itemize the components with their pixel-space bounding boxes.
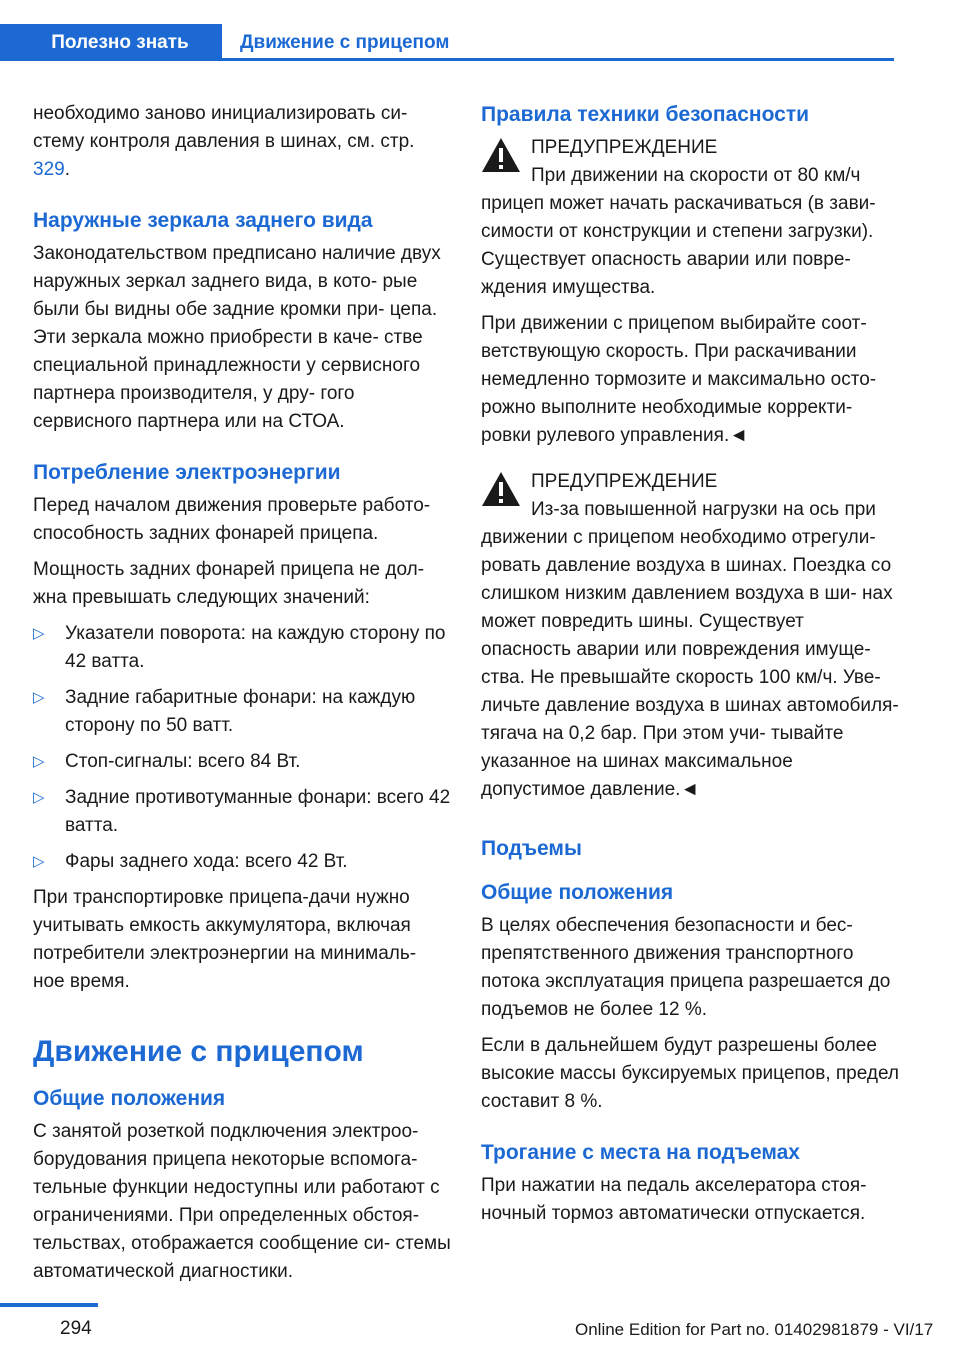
power-paragraph-1: Перед началом движения проверьте работо- способность задних фонарей прицепа. [33,495,431,544]
triangle-right-icon: ▷ [33,689,45,706]
section-tab-active[interactable]: Полезно знать [0,24,222,61]
general-heading: Общие положения [33,1087,226,1110]
section-tab-current[interactable]: Движение с прицепом [240,31,450,53]
power-paragraph-3: При транспортировке прицепа-дачи нужно учитывать емкость аккумулятора, включая потребители электроэнергии на минималь- ное время. [33,887,417,992]
start-paragraph: При нажатии на педаль акселератора стоя- ночный тормоз автоматически отпускается. [481,1175,867,1224]
warning-triangle-icon [481,471,521,507]
right-column [481,100,899,1236]
warning-block-1 [481,134,899,450]
list-item: ▷ Задние габаритные фонари: на каждую сторону по 50 ватт. [33,684,451,740]
triangle-right-icon: ▷ [33,625,45,642]
warning-block-2 [481,468,899,804]
left-column [33,100,451,1294]
lifts-paragraph-2: Если в дальнейшем будут разрешены более высокие массы буксируемых прицепов, предел составит 8 %. [481,1035,899,1112]
lifts-general-heading: Общие положения [481,881,674,904]
triangle-right-icon: ▷ [33,753,45,770]
warning-label-2: ПРЕДУПРЕЖДЕНИЕ [531,471,718,492]
header-bar [0,24,894,61]
warning-first-line-2: Из-за повышенной нагрузки на ось при [531,499,876,520]
mirrors-heading: Наружные зеркала заднего вида [33,209,373,232]
safety-heading: Правила техники безопасности [481,103,810,126]
start-heading: Трогание с места на подъемах [481,1141,800,1164]
list-item: ▷ Фары заднего хода: всего 42 Вт. [33,848,451,876]
warning-text-2: движении с прицепом необходимо отрегули- ровать давление воздуха в шинах. Поездка со слишком низким давлением воздуха в ши- нах может повредить шины. Существует опасность аварии или повреждения имуще- ства. Не превышайте скорость 100 км/ч. Уве- личьте давление воздуха в шинах автомобиля-тягача на 0,2 бар. При этом учи- тывайте указанное на шинах максимальное допустимое давление.◄ [481,527,899,800]
warning-label-1: ПРЕДУПРЕЖДЕНИЕ [531,137,718,158]
lifts-paragraph-1: В целях обеспечения безопасности и бес- препятственного движения транспортного потока эксплуатация прицепа разрешается до подъемов не более 12 %. [481,915,891,1020]
triangle-right-icon: ▷ [33,853,45,870]
page-link[interactable]: 329 [33,159,65,180]
warning-text-1: прицеп может начать раскачиваться (в зави- симости от конструкции и степени загрузки). Существует опасность аварии или повре- ждения имущества. [481,193,876,298]
power-heading: Потребление электроэнергии [33,461,341,484]
header-divider [222,58,894,61]
intro-paragraph: необходимо заново инициализировать си- стему контроля давления в шинах, см. стр. 329. [33,103,415,180]
mirrors-paragraph: Законодательством предписано наличие двух наружных зеркал заднего вида, в кото- рые были бы видны обе задние кромки при- цепа. Эти зеркала можно приобрести в каче- стве специальной принадлежности у сервисного партнера производителя, у дру- гого сервисного партнера или на СТОА. [33,243,441,432]
list-item: ▷ Указатели поворота: на каждую сторону по 42 ватта. [33,620,451,676]
page-number: 294 [60,1318,92,1339]
warning-text-1b: При движении с прицепом выбирайте соот- ветствующую скорость. При раскачивании немедленно тормозите и максимально осто- рожно выполните необходимые корректи- ровки рулевого управления.◄ [481,313,877,446]
power-paragraph-2: Мощность задних фонарей прицепа не дол- жна превышать следующих значений: [33,559,425,608]
edition-note: Online Edition for Part no. 01402981879 - VI/17 [575,1320,934,1339]
lifts-heading: Подъемы [481,837,582,860]
general-paragraph: С занятой розеткой подключения электроо- борудования прицепа некоторые вспомога- тельные функции недоступны или работают с ограничениями. При определенных обстоя- тельствах, отображается сообщение си- стемы автоматической диагностики. [33,1121,451,1282]
list-item: ▷ Задние противотуманные фонари: всего 42 ватта. [33,784,451,840]
power-limits-list [33,620,451,876]
triangle-right-icon: ▷ [33,789,45,806]
list-item: ▷ Стоп-сигналы: всего 84 Вт. [33,748,451,776]
warning-triangle-icon [481,137,521,173]
footer-divider [0,1303,98,1307]
warning-first-line-1: При движении на скорости от 80 км/ч [531,165,861,186]
chapter-title: Движение с прицепом [33,1035,364,1068]
